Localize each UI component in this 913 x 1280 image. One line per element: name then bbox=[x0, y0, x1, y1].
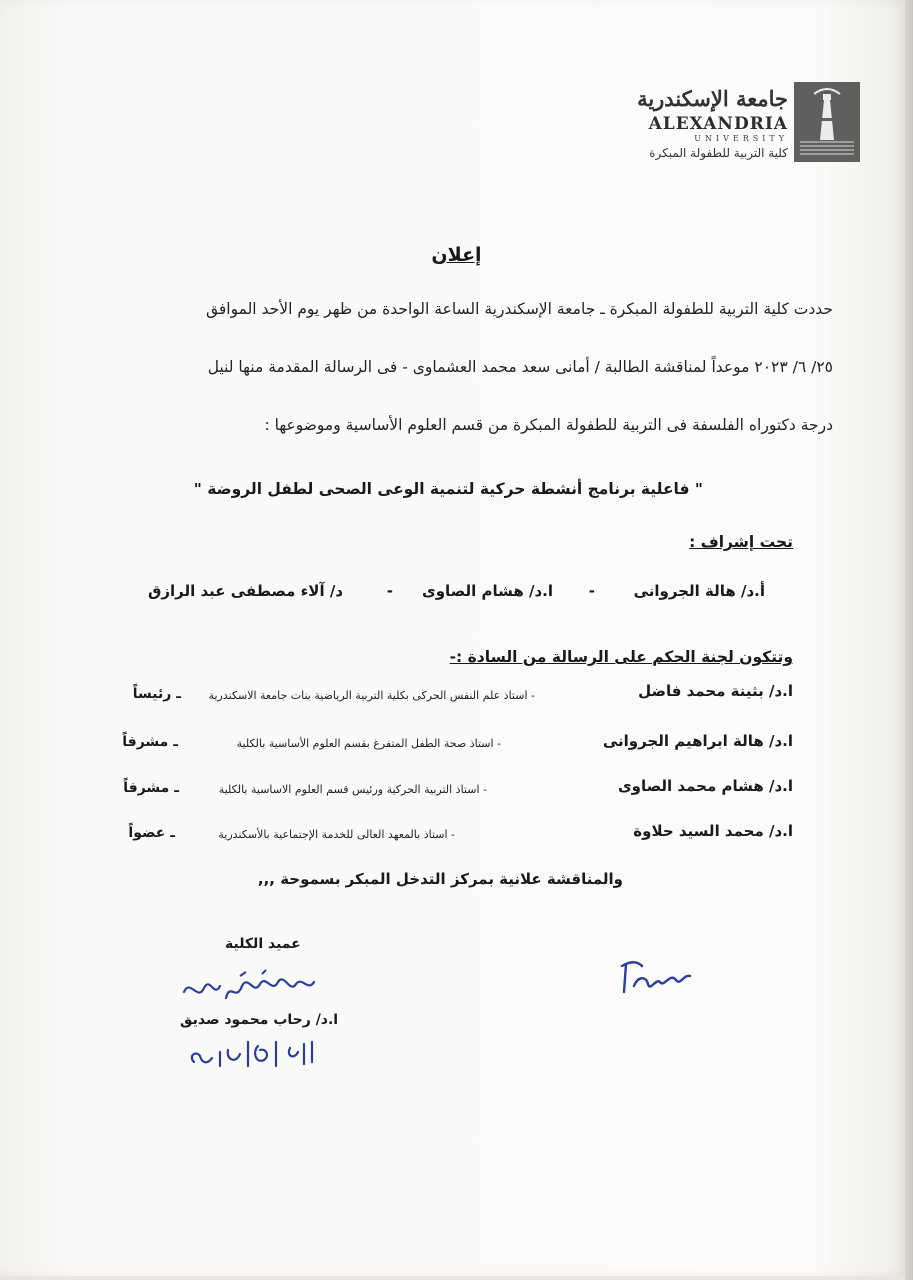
supervisor-3: د/ آلاء مصطفى عبد الرازق bbox=[147, 582, 343, 600]
thesis-title: " فاعلية برنامج أنشطة حركية لتنمية الوعى الصحى لطفل الروضة " bbox=[193, 480, 703, 498]
member-role: ـ مشرفاً bbox=[123, 780, 179, 796]
dean-name: ا.د/ رحاب محمود صديق bbox=[180, 1012, 339, 1028]
member-name: ا.د/ محمد السيد حلاوة bbox=[633, 822, 793, 840]
supervisor-1: أ.د/ هالة الجروانى bbox=[633, 582, 765, 600]
committee-heading: وتتكون لجنة الحكم على الرسالة من السادة :- bbox=[449, 648, 793, 666]
supervision-heading: تحت إشراف : bbox=[689, 533, 793, 551]
handwritten-date bbox=[186, 1034, 326, 1074]
dean-title: عميد الكلية bbox=[225, 936, 301, 952]
announcement-title: إعلان bbox=[431, 244, 482, 266]
member-role: ـ عضواً bbox=[128, 825, 175, 841]
announcement-line-2: ٢٥/ ٦/ ٢٠٢٣ موعداً لمناقشة الطالبة / أمانى سعد محمد العشماوى - فى الرسالة المقدمة منها لنيل bbox=[207, 358, 833, 376]
logo-university-arabic: جامعة الإسكندرية bbox=[637, 86, 788, 111]
member-role: ـ مشرفاً bbox=[122, 734, 178, 750]
announcement-line-3: درجة دكتوراه الفلسفة فى التربية للطفولة المبكرة من قسم العلوم الأساسية وموضوعها : bbox=[264, 416, 833, 434]
closing-statement: والمناقشة علانية بمركز التدخل المبكر بسموحة ,,, bbox=[257, 870, 623, 888]
logo-faculty-name: كلية التربية للطفولة المبكرة bbox=[649, 146, 788, 160]
handwritten-dean-signature bbox=[180, 968, 320, 1012]
member-description: - استاذ صحة الطفل المتفرغ بقسم العلوم الأساسية بالكلية bbox=[236, 737, 501, 750]
page-edge bbox=[905, 0, 913, 1280]
supervisor-separator: - bbox=[588, 582, 595, 600]
member-description: - استاذ التربية الحركية ورئيس قسم العلوم الاساسية بالكلية bbox=[218, 783, 487, 796]
member-name: ا.د/ هالة ابراهيم الجروانى bbox=[602, 732, 793, 750]
member-description: - استاذ بالمعهد العالى للخدمة الإجتماعية بالأسكندرية bbox=[218, 828, 455, 841]
member-name: ا.د/ هشام محمد الصاوى bbox=[617, 777, 793, 795]
announcement-line-1: حددت كلية التربية للطفولة المبكرة ـ جامعة الإسكندرية الساعة الواحدة من ظهر يوم الأحد الموافق bbox=[205, 300, 833, 318]
supervisor-separator: - bbox=[386, 582, 393, 600]
member-name: ا.د/ بثينة محمد فاضل bbox=[638, 682, 793, 700]
member-description: - استاذ علم النفس الحركى بكلية التربية الرياضية بنات جامعة الاسكندرية bbox=[208, 689, 535, 702]
handwritten-signature bbox=[618, 958, 698, 998]
logo-university-sub: UNIVERSITY bbox=[694, 134, 788, 143]
logo-university-english: ALEXANDRIA bbox=[648, 114, 788, 134]
supervisor-2: ا.د/ هشام الصاوى bbox=[421, 582, 553, 600]
university-logo bbox=[637, 78, 860, 170]
member-role: ـ رئيساً bbox=[132, 686, 181, 702]
lighthouse-emblem-icon bbox=[794, 82, 860, 162]
